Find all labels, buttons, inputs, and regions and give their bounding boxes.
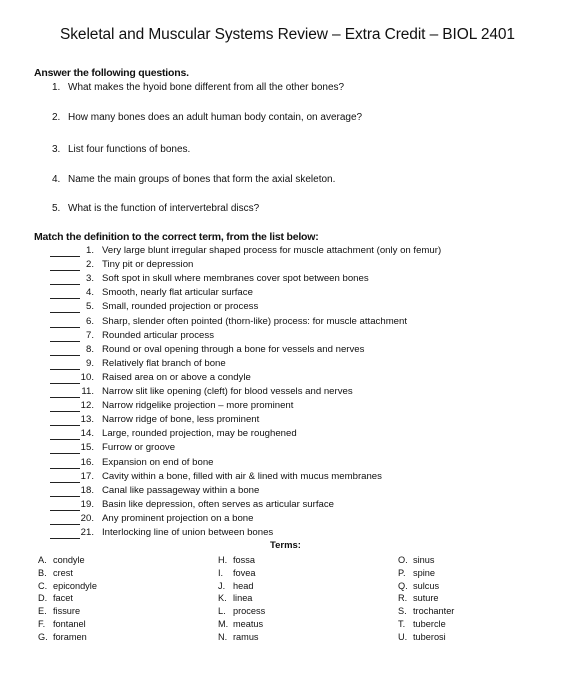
term-item [38,606,80,616]
answer-blank[interactable] [50,468,80,469]
question-item [52,144,190,155]
matching-number: 18. [80,484,94,496]
term-letter: D. [38,593,48,604]
answer-blank[interactable] [50,341,80,342]
term-word: crest [53,567,73,578]
term-word: process [233,606,266,617]
matching-definition: Canal like passageway within a bone [102,484,260,496]
matching-number: 7. [85,329,94,341]
term-letter: Q. [398,580,408,591]
term-word: fontanel [53,619,86,629]
term-letter: L. [218,606,226,617]
term-word: epicondyle [53,580,97,591]
term-letter: C. [38,580,48,591]
answer-blank[interactable] [50,425,80,426]
question-text: Name the main groups of bones that form the axial skeleton. [68,174,336,185]
matching-definition: Cavity within a bone, filled with air & lined with mucus membranes [102,470,382,482]
term-item [38,581,97,591]
answer-blank[interactable] [50,439,80,440]
question-number: 5. [52,203,61,214]
matching-definition: Very large blunt irregular shaped process for muscle attachment (only on femur) [102,245,442,256]
term-letter: F. [38,619,46,629]
matching-definition: Raised area on or above a condyle [102,371,251,383]
matching-definition: Narrow slit like opening (cleft) for blood vessels and nerves [102,386,353,397]
matching-number: 1. [85,245,94,256]
matching-definition: Sharp, slender often pointed (thorn-like) process: for muscle attachment [102,315,408,327]
answer-blank[interactable] [50,327,80,328]
term-word: condyle [53,555,85,565]
answer-blank[interactable] [50,383,80,384]
answer-blank[interactable] [50,256,80,257]
answer-blank[interactable] [50,524,80,525]
term-letter: J. [218,580,226,591]
answer-blank[interactable] [50,453,80,454]
answer-blank[interactable] [50,270,80,271]
term-item [398,593,439,603]
term-item [398,568,435,578]
term-item [398,619,446,629]
matching-number: 6. [85,315,94,327]
matching-definition: Small, rounded projection or process [102,301,259,313]
term-letter: O. [398,555,408,565]
term-item [218,555,255,565]
question-item [52,174,335,185]
matching-number: 11. [81,386,94,397]
term-letter: B. [38,567,47,578]
term-item [218,581,253,591]
term-item [218,632,259,642]
term-word: fovea [233,567,256,578]
answer-blank[interactable] [50,369,80,370]
matching-number: 21. [80,527,94,538]
term-word: ramus [233,631,259,642]
matching-definition: Relatively flat branch of bone [102,357,226,369]
matching-definition: Narrow ridgelike projection – more prominent [102,400,294,412]
matching-definition: Tiny pit or depression [102,259,194,271]
term-letter: I. [218,567,224,578]
term-item [218,619,263,629]
terms-label: Terms: [270,540,301,551]
matching-number: 12. [80,400,94,412]
term-letter: H. [218,555,228,565]
matching-number: 14. [80,428,94,440]
matching-definition: Large, rounded projection, may be roughened [102,428,297,440]
question-number: 4. [52,174,61,185]
matching-number: 15. [80,442,94,454]
question-item [52,112,362,123]
question-item [52,203,259,214]
answer-blank[interactable] [50,397,80,398]
term-item [398,606,454,616]
term-word: sulcus [413,580,440,591]
matching-number: 17. [80,470,94,482]
term-letter: E. [38,606,47,617]
answer-blank[interactable] [50,496,80,497]
question-text: How many bones does an adult human body contain, on average? [68,112,363,123]
matching-definition: Smooth, nearly flat articular surface [102,287,253,299]
matching-number: 4. [85,287,94,299]
answer-blank[interactable] [50,538,80,539]
answer-blank[interactable] [50,482,80,483]
term-word: sinus [413,555,435,565]
matching-heading: Match the definition to the correct term, from the list below: [34,231,319,243]
matching-number: 13. [80,414,94,426]
question-number: 1. [52,82,61,93]
question-text: What is the function of intervertebral discs? [68,203,260,214]
question-text: What makes the hyoid bone different from all the other bones? [68,82,345,93]
term-word: foramen [53,631,87,642]
term-letter: P. [398,567,406,578]
answer-blank[interactable] [50,298,80,299]
matching-number: 16. [80,456,94,468]
term-item [398,581,439,591]
matching-number: 20. [80,512,94,524]
matching-definition: Interlocking line of union between bones [102,527,274,538]
matching-number: 10. [80,371,94,383]
term-item [38,593,73,603]
term-word: meatus [233,619,264,629]
question-number: 3. [52,144,61,155]
term-letter: A. [38,555,47,565]
term-word: tuberosi [413,631,446,642]
term-word: fissure [53,606,81,617]
matching-number: 3. [85,273,94,285]
term-word: tubercle [413,619,446,629]
term-letter: R. [398,593,408,604]
answer-blank[interactable] [50,510,80,511]
questions-heading: Answer the following questions. [34,67,189,79]
term-word: suture [413,593,439,604]
matching-number: 5. [85,301,94,313]
matching-definition: Basin like depression, often serves as articular surface [102,498,334,510]
term-word: trochanter [413,606,455,617]
term-item [38,568,73,578]
matching-definition: Rounded articular process [102,329,214,341]
term-letter: G. [38,631,48,642]
answer-blank[interactable] [50,411,80,412]
term-word: fossa [233,555,255,565]
matching-number: 19. [80,498,94,510]
term-letter: T. [398,619,406,629]
term-item [38,632,87,642]
matching-number: 8. [85,343,94,355]
matching-number: 9. [85,357,94,369]
answer-blank[interactable] [50,355,80,356]
term-word: facet [53,593,73,604]
question-number: 2. [52,112,61,123]
term-item [398,555,434,565]
answer-blank[interactable] [50,312,80,313]
matching-definition: Narrow ridge of bone, less prominent [102,414,260,426]
matching-definition: Expansion on end of bone [102,456,214,468]
term-word: spine [413,567,435,578]
page-title: Skeletal and Muscular Systems Review – Extra Credit – BIOL 2401 [60,26,515,43]
question-text: List four functions of bones. [68,144,191,155]
term-item [38,555,85,565]
matching-definition: Furrow or groove [102,442,176,454]
term-item [38,619,86,629]
term-letter: N. [218,631,228,642]
term-item [218,593,252,603]
matching-definition: Round or oval opening through a bone for vessels and nerves [102,343,365,355]
term-word: head [233,580,254,591]
matching-definition: Soft spot in skull where membranes cover spot between bones [102,273,369,285]
matching-number: 2. [85,259,94,271]
answer-blank[interactable] [50,284,80,285]
term-item [218,606,265,616]
term-word: linea [233,593,253,604]
matching-definition: Any prominent projection on a bone [102,512,254,524]
term-letter: K. [218,593,227,604]
term-letter: S. [398,606,407,617]
term-letter: M. [218,619,229,629]
term-item [218,568,255,578]
term-letter: U. [398,631,408,642]
term-item [398,632,446,642]
question-item [52,82,344,93]
